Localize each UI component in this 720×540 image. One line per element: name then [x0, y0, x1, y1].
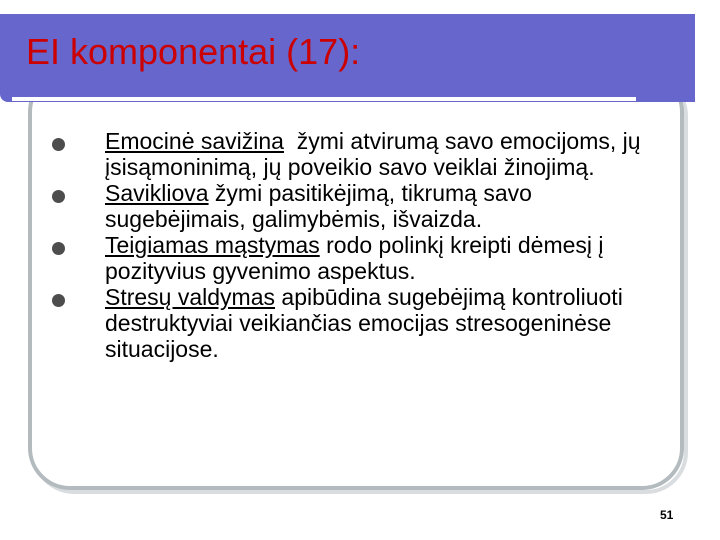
bullet-description: apibūdina sugebėjimą kontroliuoti destruktyviai veikiančias emocijas stresogeninėse situacijose. — [105, 284, 623, 362]
bullet-dot-icon — [52, 242, 65, 255]
bullet-dot-icon — [52, 190, 65, 203]
bullet-text — [105, 128, 675, 180]
title-underline — [12, 97, 636, 101]
bullet-item-savikliova — [52, 180, 692, 232]
page-number: 51 — [660, 508, 674, 522]
bullet-description: žymi pasitikėjimą, tikrumą savo sugebėjimais, galimybėmis, išvaizda. — [105, 180, 532, 232]
bullet-dot-icon — [52, 138, 65, 151]
bullet-term: Savikliova — [105, 180, 209, 206]
bullet-text — [105, 232, 675, 284]
slide-title: EI komponentai (17): — [26, 31, 361, 72]
bullet-description: rodo polinkį kreipti dėmesį į pozityvius gyvenimo aspektus. — [105, 232, 604, 284]
bullet-term: Teigiamas mąstymas — [105, 232, 320, 258]
bullet-item-teigiamas-mastymas — [52, 232, 692, 284]
bullet-dot-icon — [52, 294, 65, 307]
bullet-text — [105, 180, 675, 232]
bullet-term: Stresų valdymas — [105, 284, 276, 310]
bullet-item-stresu-valdymas — [52, 284, 692, 362]
bullet-description: žymi atvirumą savo emocijoms, jų įsisąmoninimą, jų poveikio savo veiklai žinojimą. — [105, 128, 647, 180]
bullet-list — [52, 128, 692, 362]
bullet-text — [105, 284, 675, 362]
bullet-item-emocine-savizina — [52, 128, 692, 180]
bullet-term: Emocinė savižina — [105, 128, 284, 154]
